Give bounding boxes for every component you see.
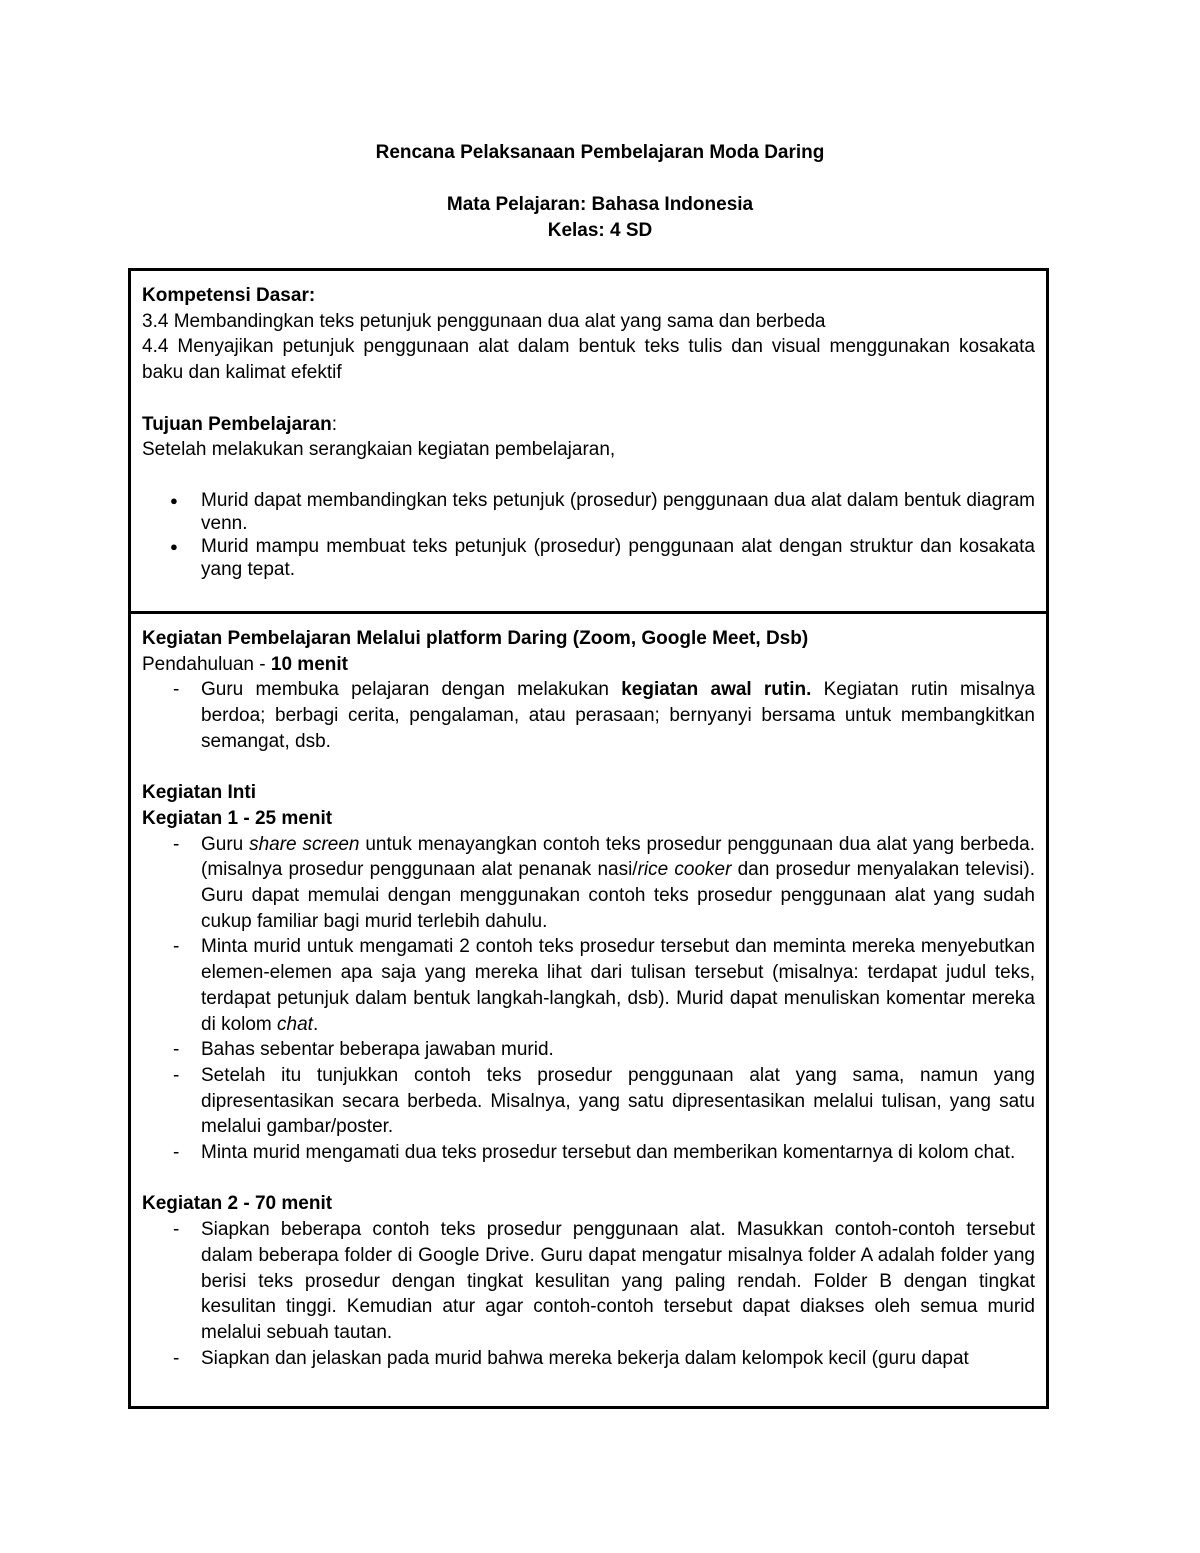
pendahuluan-label: Pendahuluan -	[142, 653, 271, 675]
kegiatan-2-list	[142, 1217, 1035, 1371]
competency-objectives-cell	[131, 271, 1046, 614]
list-item: - Bahas sebentar beberapa jawaban murid.	[142, 1037, 1035, 1063]
tujuan-colon: :	[331, 413, 337, 435]
pendahuluan-list	[142, 677, 1035, 754]
tujuan-heading: Tujuan Pembelajaran	[142, 413, 332, 435]
kd-heading: Kompetensi Dasar:	[142, 285, 316, 306]
tujuan-list	[142, 489, 1035, 581]
list-item: - Guru membuka pelajaran dengan melakukan kegiatan awal rutin. Kegiatan rutin misalnya berdoa; berbagi cerita, pengalaman, atau perasaan; bernyanyi bersama untuk membangkitkan semangat, dsb.	[142, 677, 1035, 754]
activities-cell	[131, 614, 1046, 1406]
tujuan-intro: Setelah melakukan serangkaian kegiatan pembelajaran,	[142, 439, 616, 461]
kegiatan-2-heading: Kegiatan 2 - 70 menit	[142, 1193, 333, 1215]
tujuan-heading-line	[142, 412, 1035, 438]
list-item: - Minta murid untuk mengamati 2 contoh teks prosedur tersebut dan meminta mereka menyebutkan elemen-elemen apa saja yang mereka lihat dari tulisan tersebut (misalnya: terdapat judul teks, terdapat petunjuk dalam bentuk langkah-langkah, dsb). Murid dapat menuliskan komentar mereka di kolom chat.	[142, 934, 1035, 1037]
list-item: - Setelah itu tunjukkan contoh teks prosedur penggunaan alat yang sama, namun yang dipresentasikan secara berbeda. Misalnya, yang satu dipresentasikan melalui tulisan, yang satu melalui gambar/poster.	[142, 1063, 1035, 1140]
list-item: - Guru share screen untuk menayangkan contoh teks prosedur penggunaan dua alat yang berbeda. (misalnya prosedur penggunaan alat penanak nasi/rice cooker dan prosedur menyalakan televisi). Guru dapat memulai dengan menggunakan contoh teks prosedur penggunaan alat yang sudah cukup familiar bagi murid terlebih dahulu.	[142, 832, 1035, 935]
list-item: - Siapkan dan jelaskan pada murid bahwa mereka bekerja dalam kelompok kecil (guru dapat	[142, 1346, 1035, 1372]
lesson-plan-table	[128, 268, 1049, 1409]
kegiatan-1-list	[142, 832, 1035, 1166]
inti-heading: Kegiatan Inti	[142, 782, 257, 804]
activities-heading: Kegiatan Pembelajaran Melalui platform Daring (Zoom, Google Meet, Dsb)	[142, 628, 809, 649]
pendahuluan-time: 10 menit	[270, 653, 348, 675]
grade-line: Kelas: 4 SD	[547, 220, 653, 241]
list-item: - Minta murid mengamati dua teks prosedur tersebut dan memberikan komentarnya di kolom chat.	[142, 1140, 1035, 1166]
list-item: ● Murid dapat membandingkan teks petunjuk (prosedur) penggunaan dua alat dalam bentuk diagram venn.	[142, 489, 1035, 535]
pendahuluan-line	[142, 652, 1035, 678]
list-item: ● Murid mampu membuat teks petunjuk (prosedur) penggunaan alat dengan struktur dan kosakata yang tepat.	[142, 535, 1035, 581]
document-title: Rencana Pelaksanaan Pembelajaran Moda Daring	[375, 142, 825, 163]
kd-item: 4.4 Menyajikan petunjuk penggunaan alat dalam bentuk teks tulis dan visual menggunakan kosakata baku dan kalimat efektif	[142, 336, 1035, 384]
kd-item: 3.4 Membandingkan teks petunjuk penggunaan dua alat yang sama dan berbeda	[142, 310, 826, 332]
kegiatan-1-heading: Kegiatan 1 - 25 menit	[142, 807, 333, 829]
list-item: - Siapkan beberapa contoh teks prosedur penggunaan alat. Masukkan contoh-contoh tersebut dalam beberapa folder di Google Drive. Guru dapat mengatur misalnya folder A adalah folder yang berisi teks prosedur dengan tingkat kesulitan yang paling rendah. Folder B dengan tingkat kesulitan tinggi. Kemudian atur agar contoh-contoh tersebut dapat diakses oleh semua murid melalui sebuah tautan.	[142, 1217, 1035, 1346]
subject-line: Mata Pelajaran: Bahasa Indonesia	[446, 194, 754, 215]
